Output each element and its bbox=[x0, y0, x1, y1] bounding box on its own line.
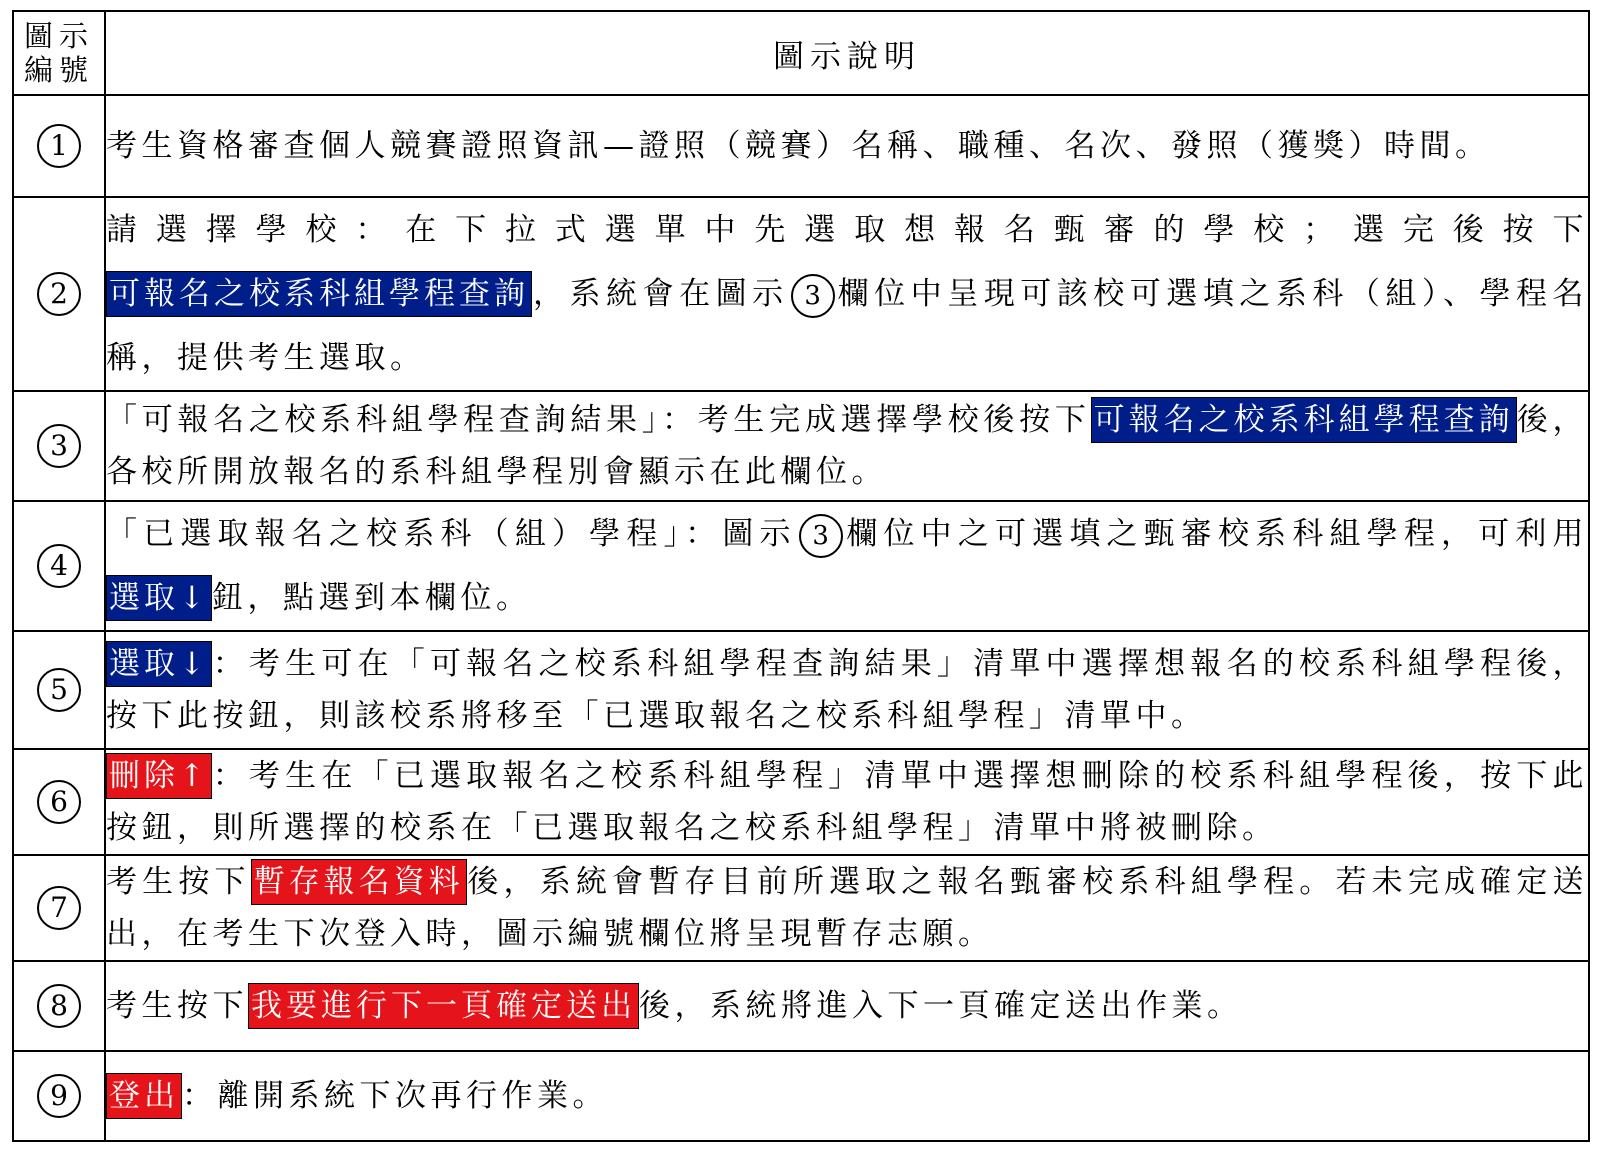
row-description-cell bbox=[105, 631, 1589, 749]
description-text: ，系統會在圖示 bbox=[532, 276, 789, 312]
circled-reference: 3 bbox=[799, 514, 843, 558]
circled-number: 5 bbox=[37, 668, 81, 712]
circled-number: 3 bbox=[37, 424, 81, 468]
description-text: 後，各校所開放報名的系科組學程別會顯示在此欄位。 bbox=[106, 402, 1589, 490]
table-row bbox=[13, 197, 1589, 391]
row-number-cell bbox=[13, 855, 105, 961]
description-text: 考生按下 bbox=[106, 988, 248, 1024]
description-text: 後，系統將進入下一頁確定送出作業。 bbox=[639, 988, 1243, 1024]
row-description-cell bbox=[105, 961, 1589, 1051]
description-text: 欄位中之可選填之甄審校系科組學程，可利用 bbox=[844, 516, 1589, 552]
row-number-cell bbox=[13, 1051, 105, 1141]
next-page-submit-button-label: 我要進行下一頁確定送出 bbox=[248, 983, 639, 1029]
circled-number: 1 bbox=[37, 124, 81, 168]
circled-number: 7 bbox=[37, 886, 81, 930]
row-number-cell bbox=[13, 501, 105, 631]
row-description-cell bbox=[105, 391, 1589, 501]
row-description-cell bbox=[105, 855, 1589, 961]
description-text: 鈕，點選到本欄位。 bbox=[211, 580, 532, 616]
table-row bbox=[13, 961, 1589, 1051]
row-description-cell bbox=[105, 1051, 1589, 1141]
school-program-query-button-label: 可報名之校系科組學程查詢 bbox=[106, 271, 532, 317]
table-row bbox=[13, 391, 1589, 501]
table-row bbox=[13, 631, 1589, 749]
row-description-cell bbox=[105, 501, 1589, 631]
circled-number: 4 bbox=[37, 544, 81, 588]
header-number-cell bbox=[13, 11, 105, 95]
logout-button-label: 登出 bbox=[106, 1073, 182, 1119]
description-text: 後，系統會暫存目前所選取之報名甄審校系科組學程。若未完成確定送出，在考生下次登入時，圖示編號欄位將呈現暫存志願。 bbox=[106, 864, 1588, 952]
row-number-cell bbox=[13, 631, 105, 749]
description-text: 欄位中呈現可該校可選填之系科（組）、學程名稱，提供考生選取。 bbox=[106, 276, 1589, 376]
table-row bbox=[13, 749, 1589, 855]
row-number-cell bbox=[13, 95, 105, 197]
row-number-cell bbox=[13, 961, 105, 1051]
description-text: 「可報名之校系科組學程查詢結果」：考生完成選擇學校後按下 bbox=[106, 402, 1091, 438]
description-text: ：考生可在「可報名之校系科組學程查詢結果」清單中選擇想報名的校系科組學程後，按下此按鈕，則該校系將移至「已選取報名之校系科組學程」清單中。 bbox=[106, 646, 1588, 734]
row-description-cell bbox=[105, 95, 1589, 197]
table-row bbox=[13, 855, 1589, 961]
header-number-line2: 編號 bbox=[23, 53, 94, 87]
row-description-cell bbox=[105, 197, 1589, 391]
select-down-button-label: 選取↓ bbox=[106, 641, 212, 687]
circled-reference: 3 bbox=[791, 274, 835, 318]
row-number-cell bbox=[13, 197, 105, 391]
description-text: 請選擇學校：在下拉式選單中先選取想報名甄審的學校；選完後按下 bbox=[106, 212, 1588, 248]
delete-up-button-label: 刪除↑ bbox=[106, 753, 212, 799]
save-draft-button-label: 暫存報名資料 bbox=[251, 859, 467, 905]
row-number-cell bbox=[13, 749, 105, 855]
row-description-cell bbox=[105, 749, 1589, 855]
table-row bbox=[13, 501, 1589, 631]
table-row bbox=[13, 95, 1589, 197]
header-number-line1: 圖示 bbox=[23, 19, 94, 53]
description-text: 考生資格審查個人競賽證照資訊—證照（競賽）名稱、職種、名次、發照（獲獎）時間。 bbox=[106, 128, 1491, 164]
description-text: 「已選取報名之校系科（組）學程」：圖示 bbox=[106, 516, 797, 552]
legend-table bbox=[12, 10, 1590, 1142]
circled-number: 6 bbox=[37, 780, 81, 824]
circled-number: 8 bbox=[37, 984, 81, 1028]
school-program-query-button-label: 可報名之校系科組學程查詢 bbox=[1091, 397, 1517, 443]
description-text: ：考生在「已選取報名之校系科組學程」清單中選擇想刪除的校系科組學程後，按下此按鈕，則所選擇的校系在「已選取報名之校系科組學程」清單中將被刪除。 bbox=[106, 758, 1588, 846]
description-text: ：離開系統下次再行作業。 bbox=[182, 1078, 608, 1114]
description-text: 考生按下 bbox=[106, 864, 251, 900]
row-number-cell bbox=[13, 391, 105, 501]
header-row bbox=[13, 11, 1589, 95]
circled-number: 9 bbox=[37, 1074, 81, 1118]
table-row bbox=[13, 1051, 1589, 1141]
circled-number: 2 bbox=[37, 272, 81, 316]
select-down-button-label: 選取↓ bbox=[106, 575, 212, 621]
header-description-cell: 圖示說明 bbox=[105, 11, 1589, 95]
